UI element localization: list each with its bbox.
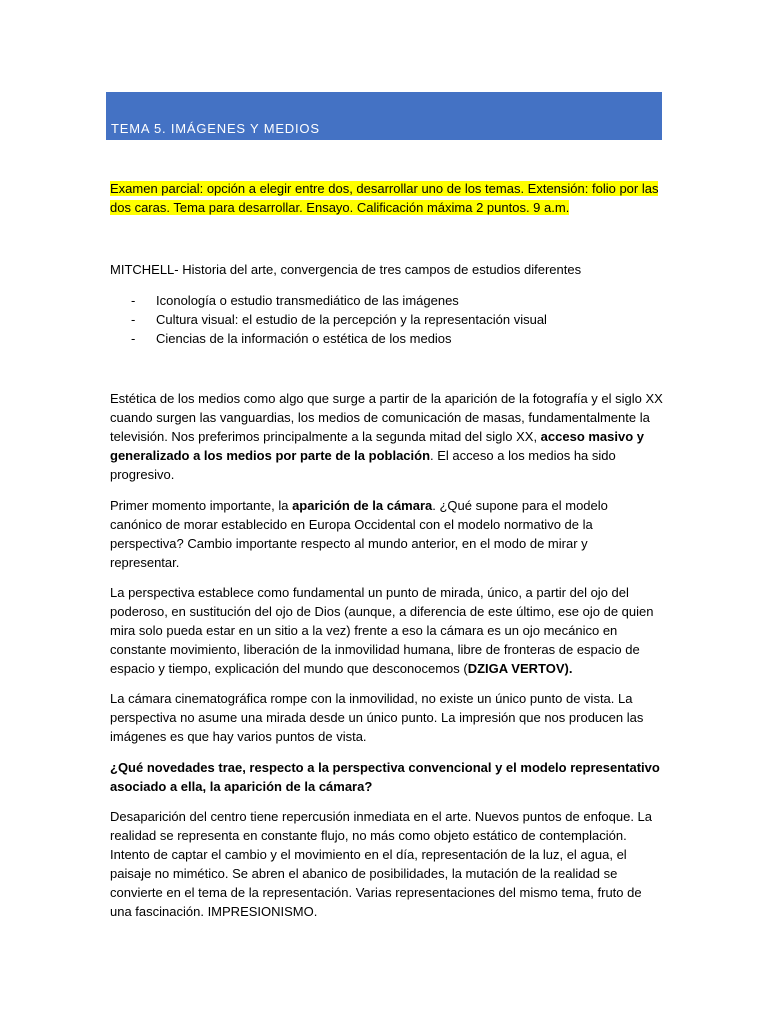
list-item xyxy=(110,329,670,348)
paragraph-perspective: La perspectiva establece como fundamental un punto de mirada, único, a partir del ojo del poderoso, en sustitución del ojo de Dios (aunque, a diferencia de este último, ese ojo de quien mira solo pueda estar en un sitio a la vez) frente a eso la cámara es un ojo mecánico en constante movimiento, liberación de la inmovilidad humana, libre de fronteras de espacio de espacio y tiempo, explicación del mundo que desconocemos (DZIGA VERTOV). xyxy=(110,585,654,676)
bullet-marker: - xyxy=(131,331,136,346)
paragraph-impressionism: Desaparición del centro tiene repercusión inmediata en el arte. Nuevos puntos de enfoque. La realidad se representa en constante flujo, no más como objeto estático de contemplación. Intento de captar el cambio y el movimiento en el día, representación de la luz, el agua, el paisaje no mimético. Se abren el abanico de posibilidades, la mutación de la realidad se convierte en el tema de la representación. Varias representaciones del mismo tema, fruto de una fascinación. IMPRESIONISMO. xyxy=(110,809,653,919)
paragraph-camera: Primer momento importante, la aparición de la cámara. ¿Qué supone para el modelo canónico de morar establecido en Europa Occidental con el modelo normativo de la perspectiva? Cambio importante respecto al mundo anterior, en el modo de mirar y representar. xyxy=(110,498,608,570)
page-title: TEMA 5. IMÁGENES Y MEDIOS xyxy=(111,121,320,136)
bullet-marker: - xyxy=(131,312,136,327)
paragraph-media-aesthetics: Estética de los medios como algo que surge a partir de la aparición de la fotografía y el siglo XX cuando surgen las vanguardias, los medios de comunicación de masas, fundamentalmente la televisión. Nos preferimos principalmente a la segunda mitad del siglo XX, acceso masivo y generalizado a los medios por parte de la población. El acceso a los medios ha sido progresivo. xyxy=(110,391,663,482)
exam-note-line2: dos caras. Tema para desarrollar. Ensayo. Calificación máxima 2 puntos. 9 a.m. xyxy=(110,200,570,215)
bullet-list xyxy=(110,291,670,348)
question-heading: ¿Qué novedades trae, respecto a la perspectiva convencional y el modelo representativo asociado a ella, la aparición de la cámara? xyxy=(110,760,660,794)
heading-bar xyxy=(106,92,662,140)
list-item-text: Cultura visual: el estudio de la percepción y la representación visual xyxy=(156,312,547,327)
exam-note-line1: Examen parcial: opción a elegir entre dos, desarrollar uno de los temas. Extensión: folio por las xyxy=(110,181,659,196)
bullet-marker: - xyxy=(131,293,136,308)
list-item xyxy=(110,310,670,329)
list-item-text: Iconología o estudio transmediático de las imágenes xyxy=(156,293,459,308)
mitchell-intro: MITCHELL- Historia del arte, convergencia de tres campos de estudios diferentes xyxy=(110,262,582,277)
exam-note xyxy=(110,179,670,217)
list-item-text: Ciencias de la información o estética de los medios xyxy=(156,331,452,346)
list-item xyxy=(110,291,670,310)
paragraph-cinema: La cámara cinematográfica rompe con la inmovilidad, no existe un único punto de vista. La perspectiva no asume una mirada desde un único punto. La impresión que nos producen las imágenes es que hay varios puntos de vista. xyxy=(110,691,644,744)
